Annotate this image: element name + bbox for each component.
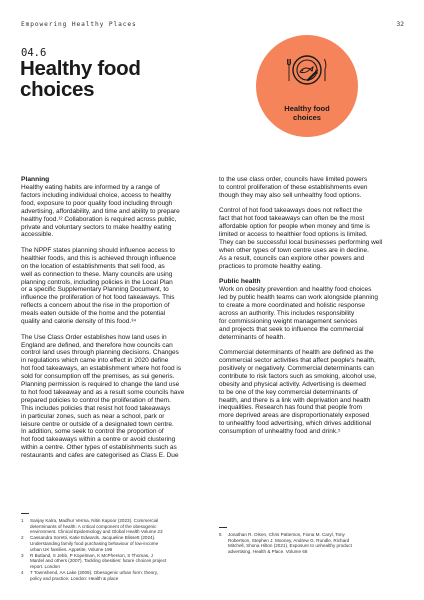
footnote (219, 532, 404, 554)
body-paragraph: Work on obesity prevention and healthy food choices led by public health teams can work alongside planning to create a more coordinated and holistic response across an authority. This includes responsibility for commissioning weight management services and projects that seek to influence the commercial determinants of health. (219, 286, 378, 341)
footnote (21, 518, 206, 535)
footnote-rule-right (219, 527, 227, 528)
running-header: Empowering Healthy Places (21, 21, 137, 28)
body-paragraph: to the use class order, councils have limited powers to control proliferation of these establishments even though they may also sell unhealthy food options. (219, 176, 368, 199)
footnote-number: 4 (21, 570, 24, 576)
section-badge (256, 35, 358, 137)
section-heading: Planning (21, 176, 50, 183)
footnote-number: 5 (219, 532, 222, 537)
footnotes-left (21, 518, 206, 582)
footnote-number: 3 (21, 552, 24, 558)
footnote-number: 1 (21, 518, 24, 523)
footnote-text: T Townshend, AA Lake (2009). Obesogenic urban form: theory, policy and practice. London: Health & place (30, 570, 158, 581)
body-paragraph: The Use Class Order establishes how land uses in England are defined, and therefore how councils can control land uses through planning decisions. Changes in regulations which came into effect in 2020 define hot food takeaways, an establishment where hot food is sold for consumption off the premises, as sui generis. Planning permission is required to change the land use to hot food takeaway and as a result some councils have prepared policies to control the proliferation of them. This includes policies that resist hot food takeaways in particular zones, such as near a school, park or leisure centre or outside of a designated town centre. In addition, some seek to control the proportion of hot food takeaways within a centre or avoid clustering within a centre. Other types of establishments such as restaurants and cafes are categorised as Class E. Due (21, 333, 185, 460)
footnote-text: R Butland, S Jebb, P Kopelman, K McPherson, S Thomas, J Mardel and others (2007). Tackling obesities: future choices project report. London (30, 552, 167, 569)
section-heading: Public health (219, 278, 261, 286)
food-plate-icon (287, 50, 327, 90)
page-title-line: choices (20, 77, 95, 101)
left-column (21, 176, 203, 468)
footnote-text: Cassandra Soretti, Katie Edwards, Jacqueline Blissett (2024). Understanding family food purchasing behaviour of low-income urban UK families. Appetite, Volume 196 (30, 535, 159, 552)
right-column (219, 176, 401, 444)
footnote (21, 553, 206, 570)
page-title-line: Healthy food (20, 57, 141, 80)
badge-label: Healthy food choices (284, 104, 330, 122)
body-paragraph: Commercial determinants of health are defined as the commercial sector activities that affect people's health, positively or negatively. Commercial determinants can contribute to risk factors such as smoking, alcohol use, obesity and physical activity. Advertising is deemed to be one of the key commercial determinants of health, and there is a link with deprivation and health inequalities. Research has found that people from more deprived areas are disproportionately exposed to unhealthy food advertising, which drives additional consumption of unhealthy food and drink.⁵ (219, 349, 377, 436)
footnote-number: 2 (21, 535, 24, 541)
footnote-text: Sanjay Kalra, Madhur Verma, Nitin Kapoor (2023). Commercial determinants of health: A critical component of the obesogenic environment. Clinical Epidemiology and Global Health Volume 23 (30, 518, 163, 535)
body-paragraph: Healthy eating habits are informed by a range of factors including individual choice, access to healthy food, exposure to poor quality food including through advertising, affordability, and time and ability to prepare healthy food.¹² Collaboration is required across public, private and voluntary sectors to make healthy eating accessible. (21, 184, 180, 239)
footnote (21, 570, 206, 581)
page-number: 32 (396, 21, 404, 28)
body-paragraph: Control of hot food takeaways does not reflect the fact that hot food takeaways can often be the most affordable option for people when money and time is limited or access to healthier food options is limited. They can be successful local businesses performing well when other types of town centre uses are in decline. As a result, councils can explore other powers and practices to promote healthy eating. (219, 207, 383, 270)
page-title (20, 59, 220, 100)
body-paragraph: The NPPF states planning should influence access to healthier foods, and this is achieved through influence on the location of establishments that sell food, as well as connection to these. Many councils are using planning controls, including policies in the Local Plan or a specific Supplementary Planning Document, to influence the proliferation of hot food takeaways. This reflects a concern about the rise in the proportion of meals eaten outside of the home and the potential quality and calorie density of this food.³⁴ (21, 246, 177, 326)
footnotes-right (219, 532, 404, 555)
footnote-text: Jonathan R. Olsen, Chris Patterson, Fiona M. Caryl, Tony Robertson, Stephen J. Mooney, Andrew G. Rundle, Richard Mitchell, Shona Hilton (2021). Exposure to unhealthy product advertising. Health & Place. Volume 68 (228, 532, 352, 554)
section-number: 04.6 (21, 47, 47, 59)
footnote (21, 535, 206, 552)
footnote-rule-left (21, 513, 29, 514)
